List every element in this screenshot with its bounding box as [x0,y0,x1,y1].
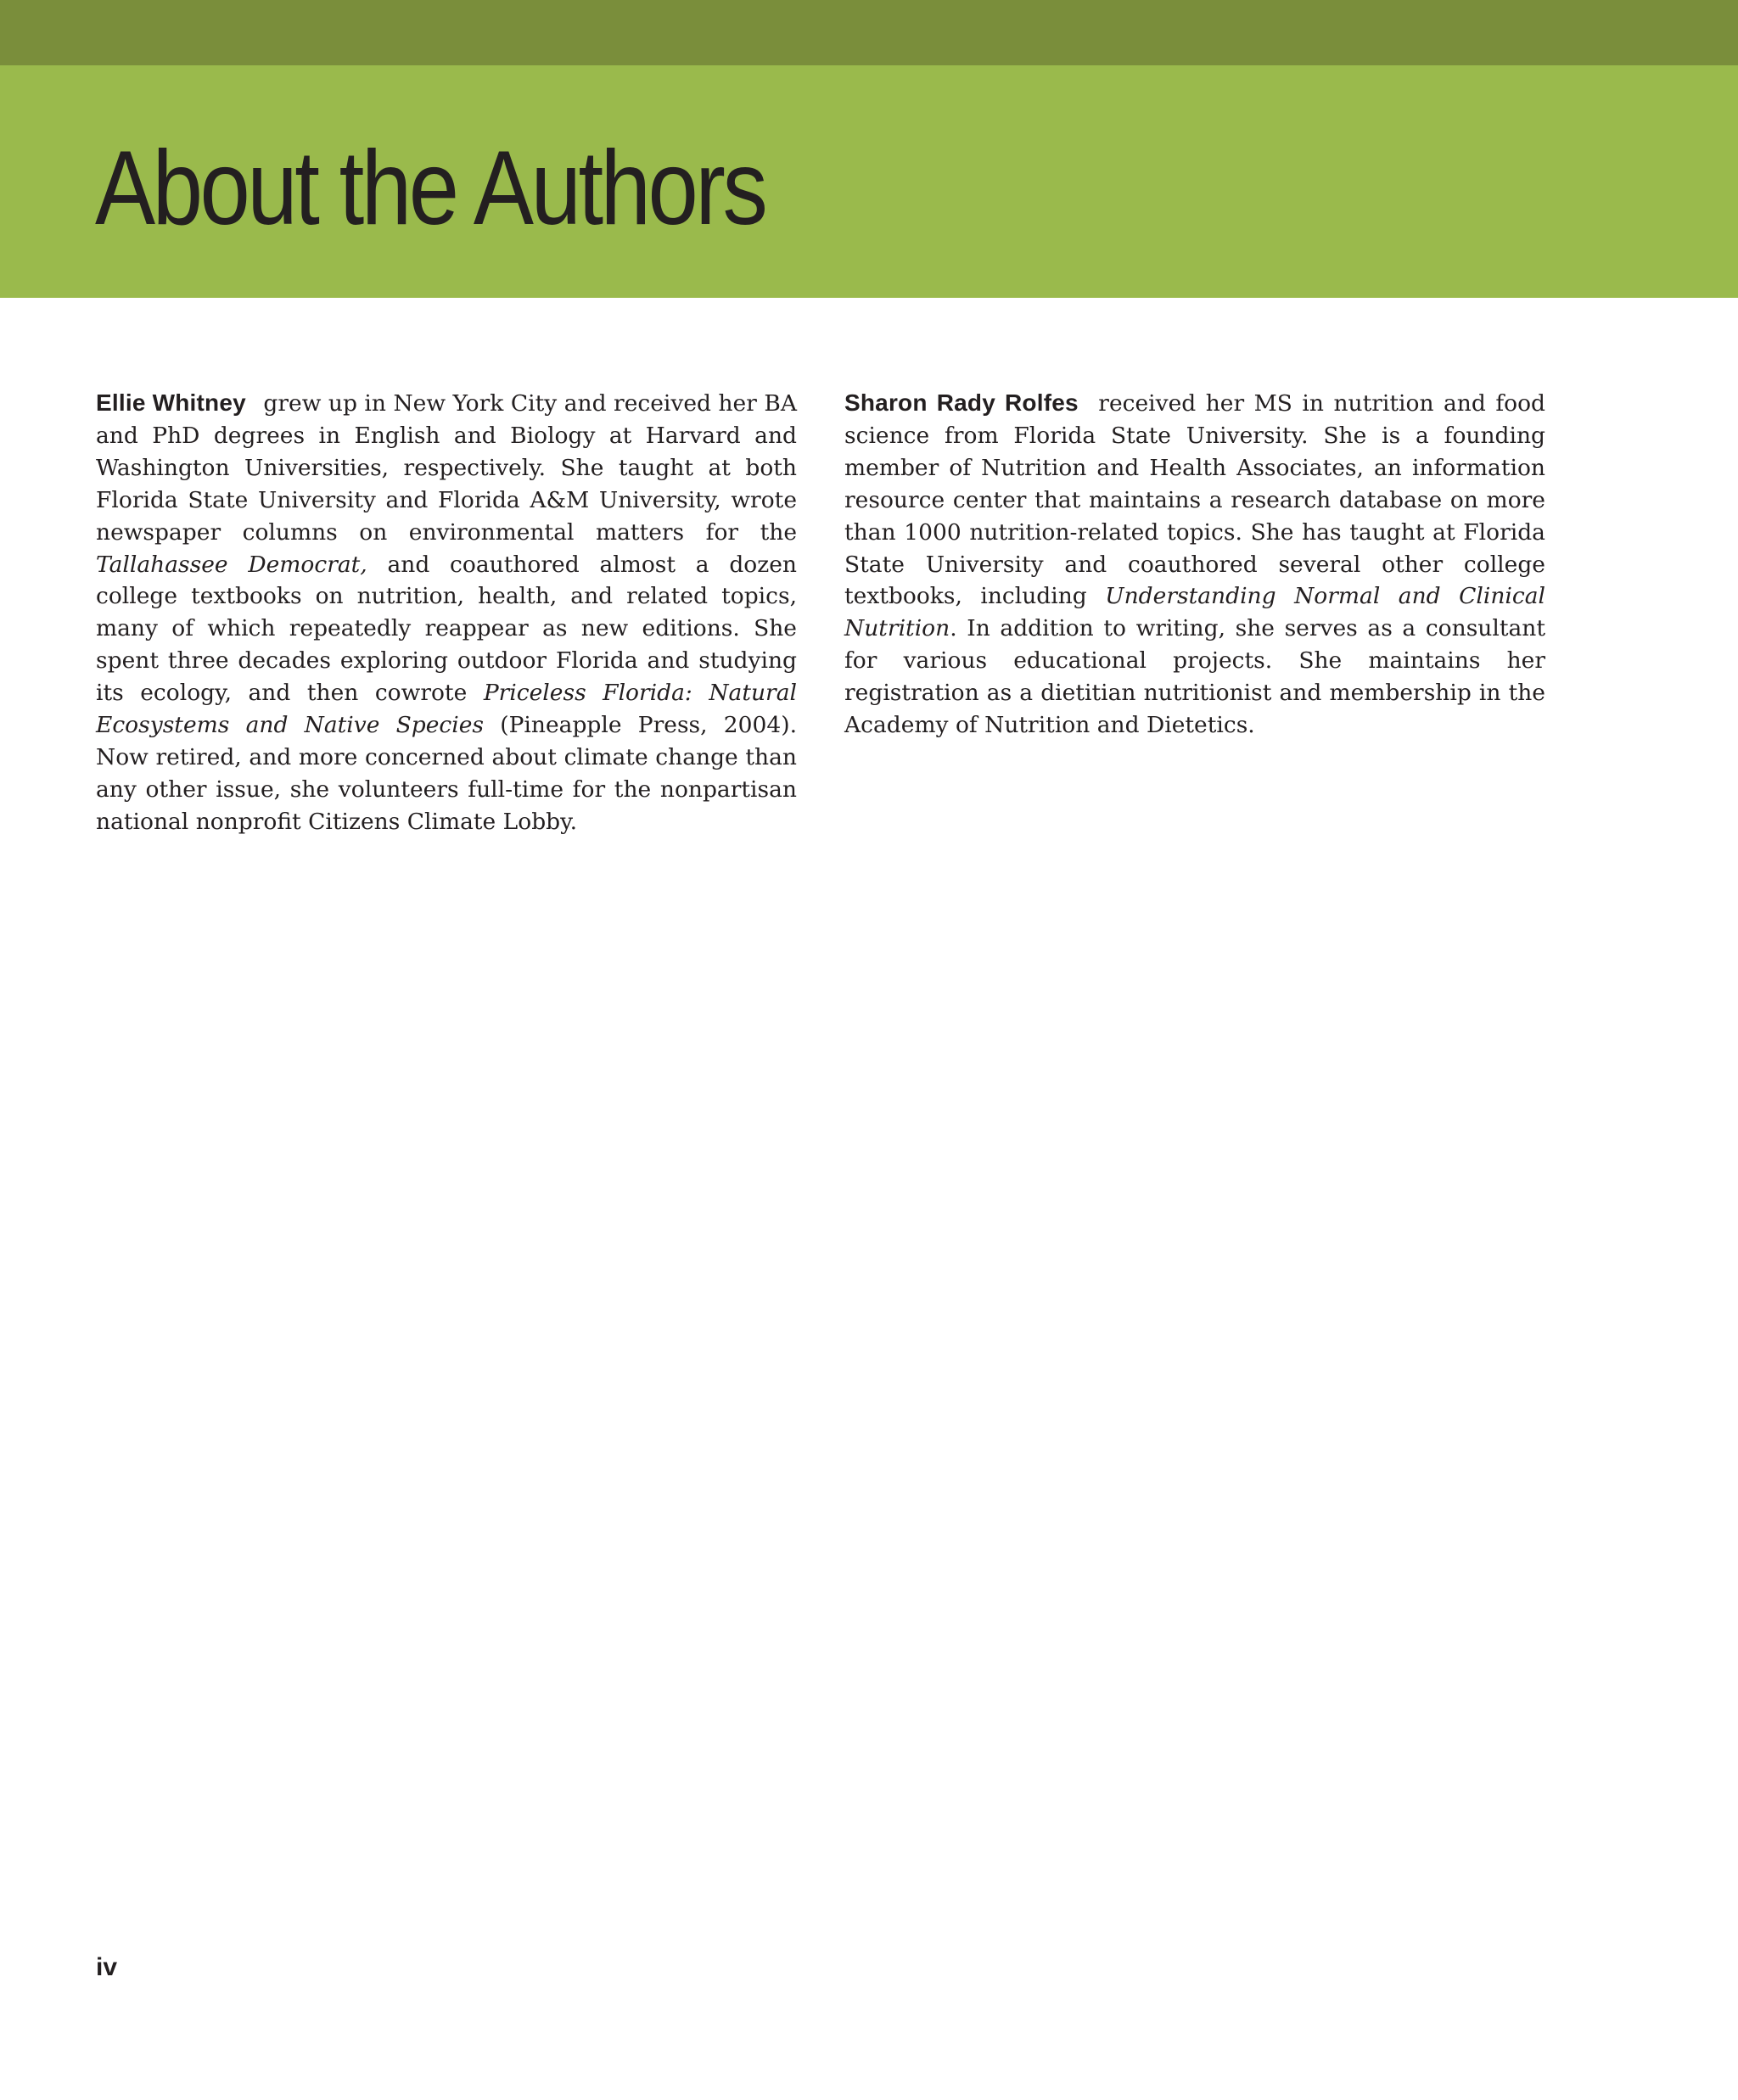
bio-text: grew up in New York City and received her BA and PhD degrees in English and Biology at Harvard and Washington Universities, respectively. She taught at both Florida State University and Florida A&M University, wrote newspaper columns on environmental matters for the [96,390,797,546]
bio-text: (Pineapple Press, 2004). Now retired, and more concerned about climate change than any other issue, she volunteers full-time for the nonpartisan national nonprofit Citizens Climate Lobby. [96,712,797,835]
bio-text: received her MS in nutrition and food science from Florida State University. She is a founding member of Nutrition and Health Associates, an information resource center that maintains a research database on more than 1000 nutrition-related topics. She has taught at Florida State University and coauthored several other college textbooks, including [844,390,1545,610]
bio-text: and coauthored almost a dozen college textbooks on nutrition, health, and related topics, many of which repeatedly reappear as new editions. She spent three decades exploring outdoor Florida and studying its ecology, and then cowrote [96,551,797,707]
bio-text: . In addition to writing, she serves as a consultant for various educational projects. She maintains her registration as a dietitian nutritionist and membership in the Academy of Nutrition and Dietetics. [844,615,1545,739]
bio-italic-title: Understanding Normal and Clinical Nutrition [844,583,1545,642]
top-color-bar [0,0,1738,65]
author-bio-sharon-rady-rolfes [844,387,1545,742]
page-title: About the Authors [95,130,765,247]
bio-italic-title: Tallahassee Democrat, [96,551,367,578]
bio-italic-title: Priceless Florida: Natural Ecosystems and Native Species [96,680,797,739]
author-bio-ellie-whitney [96,387,797,838]
author-name: Ellie Whitney [96,389,246,416]
page-number: iv [96,1953,118,1981]
author-name: Sharon Rady Rolfes [844,389,1079,416]
